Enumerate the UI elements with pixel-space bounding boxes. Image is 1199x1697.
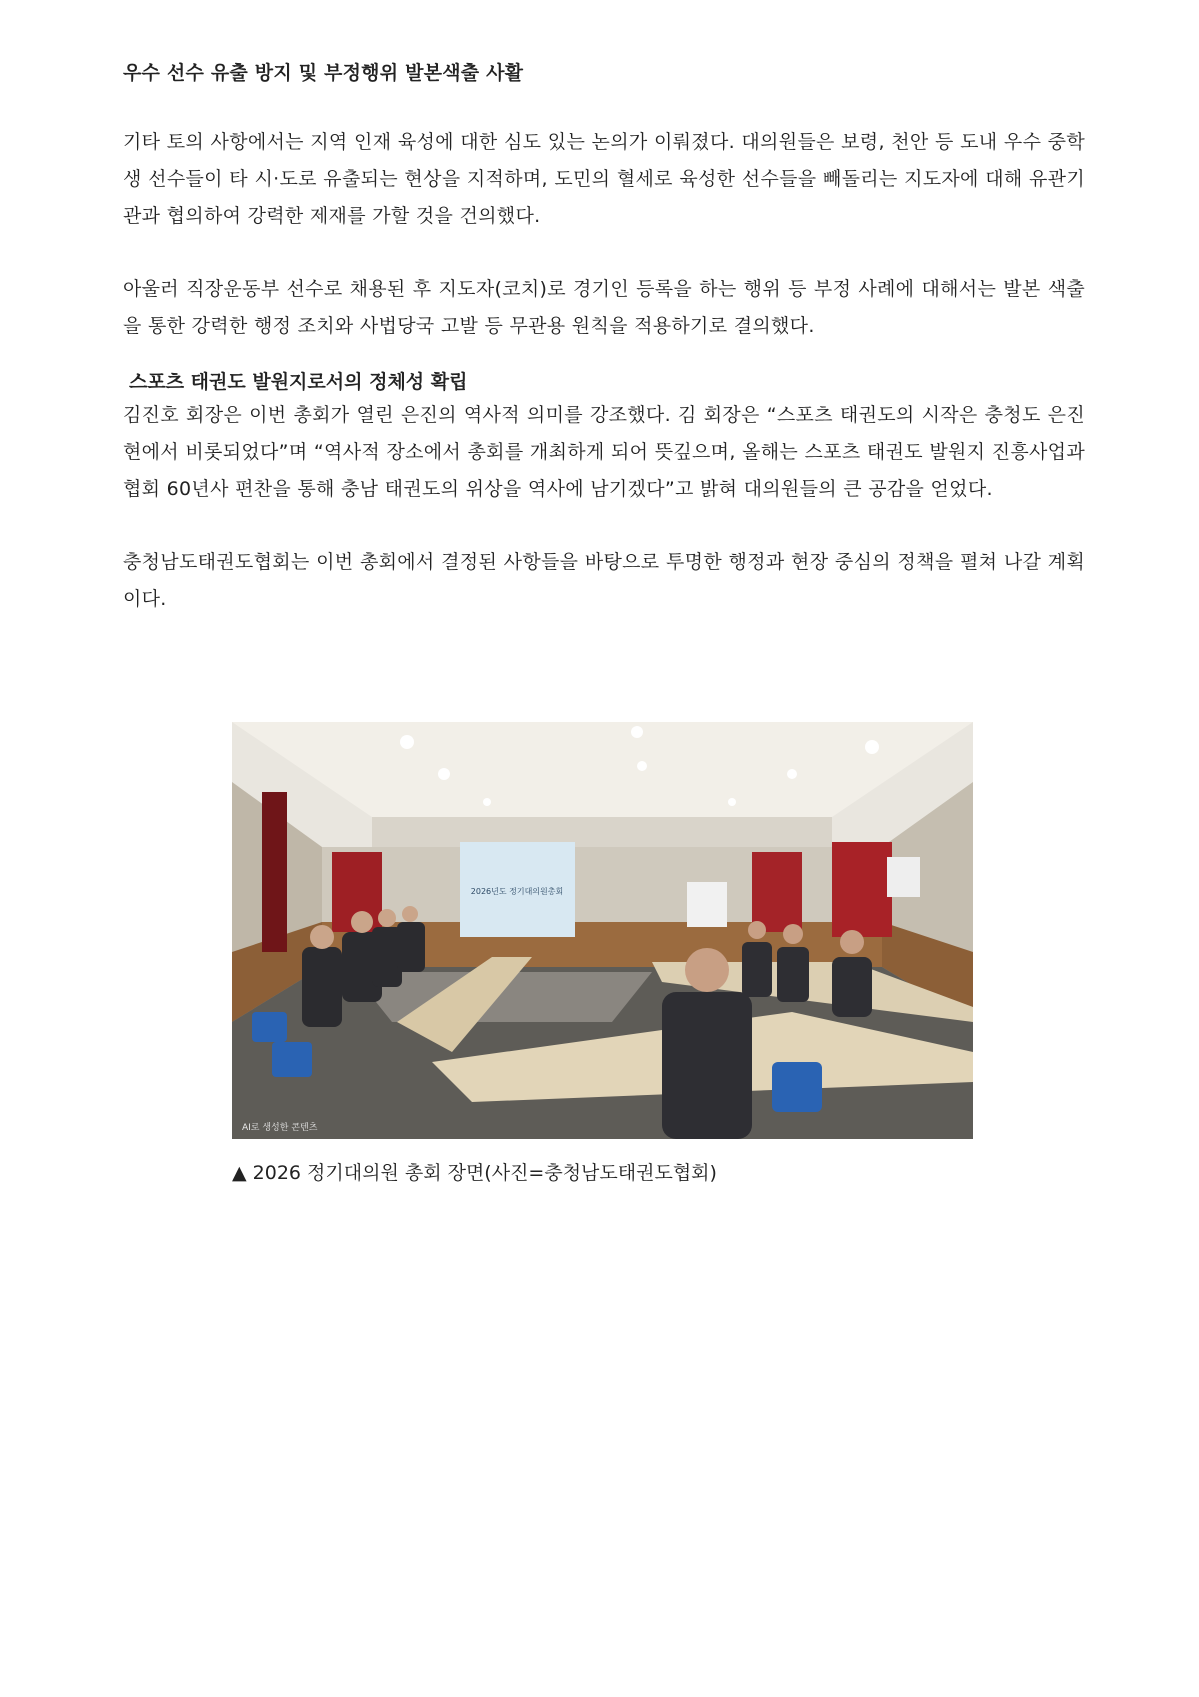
paragraph: 아울러 직장운동부 선수로 채용된 후 지도자(코치)로 경기인 등록을 하는 행위 등 부정 사례에 대해서는 발본 색출을 통한 강력한 행정 조치와 사법당국 고발 등 무관용 원칙을 적용하기로 결의했다. <box>123 278 1085 337</box>
paragraph: 김진호 회장은 이번 총회가 열린 은진의 역사적 의미를 강조했다. 김 회장은 “스포츠 태권도의 시작은 충청도 은진현에서 비롯되었다”며 “역사적 장소에서 총회를 개최하게 되어 뜻깊으며, 올해는 스포츠 태권도 발원지 진흥사업과 협회 60년사 편찬을 통해 충남 태권도의 위상을 역사에 남기겠다”고 밝혀 대의원들의 큰 공감을 얻었다. <box>123 404 1085 500</box>
watermark-text: AI로 생성한 콘텐츠 <box>242 1123 318 1133</box>
paragraph: 기타 토의 사항에서는 지역 인재 육성에 대한 심도 있는 논의가 이뤄졌다. 대의원들은 보령, 천안 등 도내 우수 중학생 선수들이 타 시·도로 유출되는 현상을 지적하며, 도민의 혈세로 육성한 선수들을 빼돌리는 지도자에 대해 유관기관과 협의하여 강력한 제재를 가할 것을 건의했다. <box>123 131 1085 227</box>
paragraph: 충청남도태권도협회는 이번 총회에서 결정된 사항들을 바탕으로 투명한 행정과 현장 중심의 정책을 펼쳐 나갈 계획이다. <box>123 551 1085 610</box>
screen-title: 2026년도 정기대의원총회 <box>470 887 564 896</box>
section-title: 우수 선수 유출 방지 및 부정행위 발본색출 사활 <box>123 62 524 84</box>
meeting-photo <box>232 722 973 1139</box>
section-title: 스포츠 태권도 발원지로서의 정체성 확립 <box>129 371 468 393</box>
photo-caption: ▲ 2026 정기대의원 총회 장면(사진=충청남도태권도협회) <box>232 1162 717 1184</box>
article-body <box>123 58 1085 618</box>
